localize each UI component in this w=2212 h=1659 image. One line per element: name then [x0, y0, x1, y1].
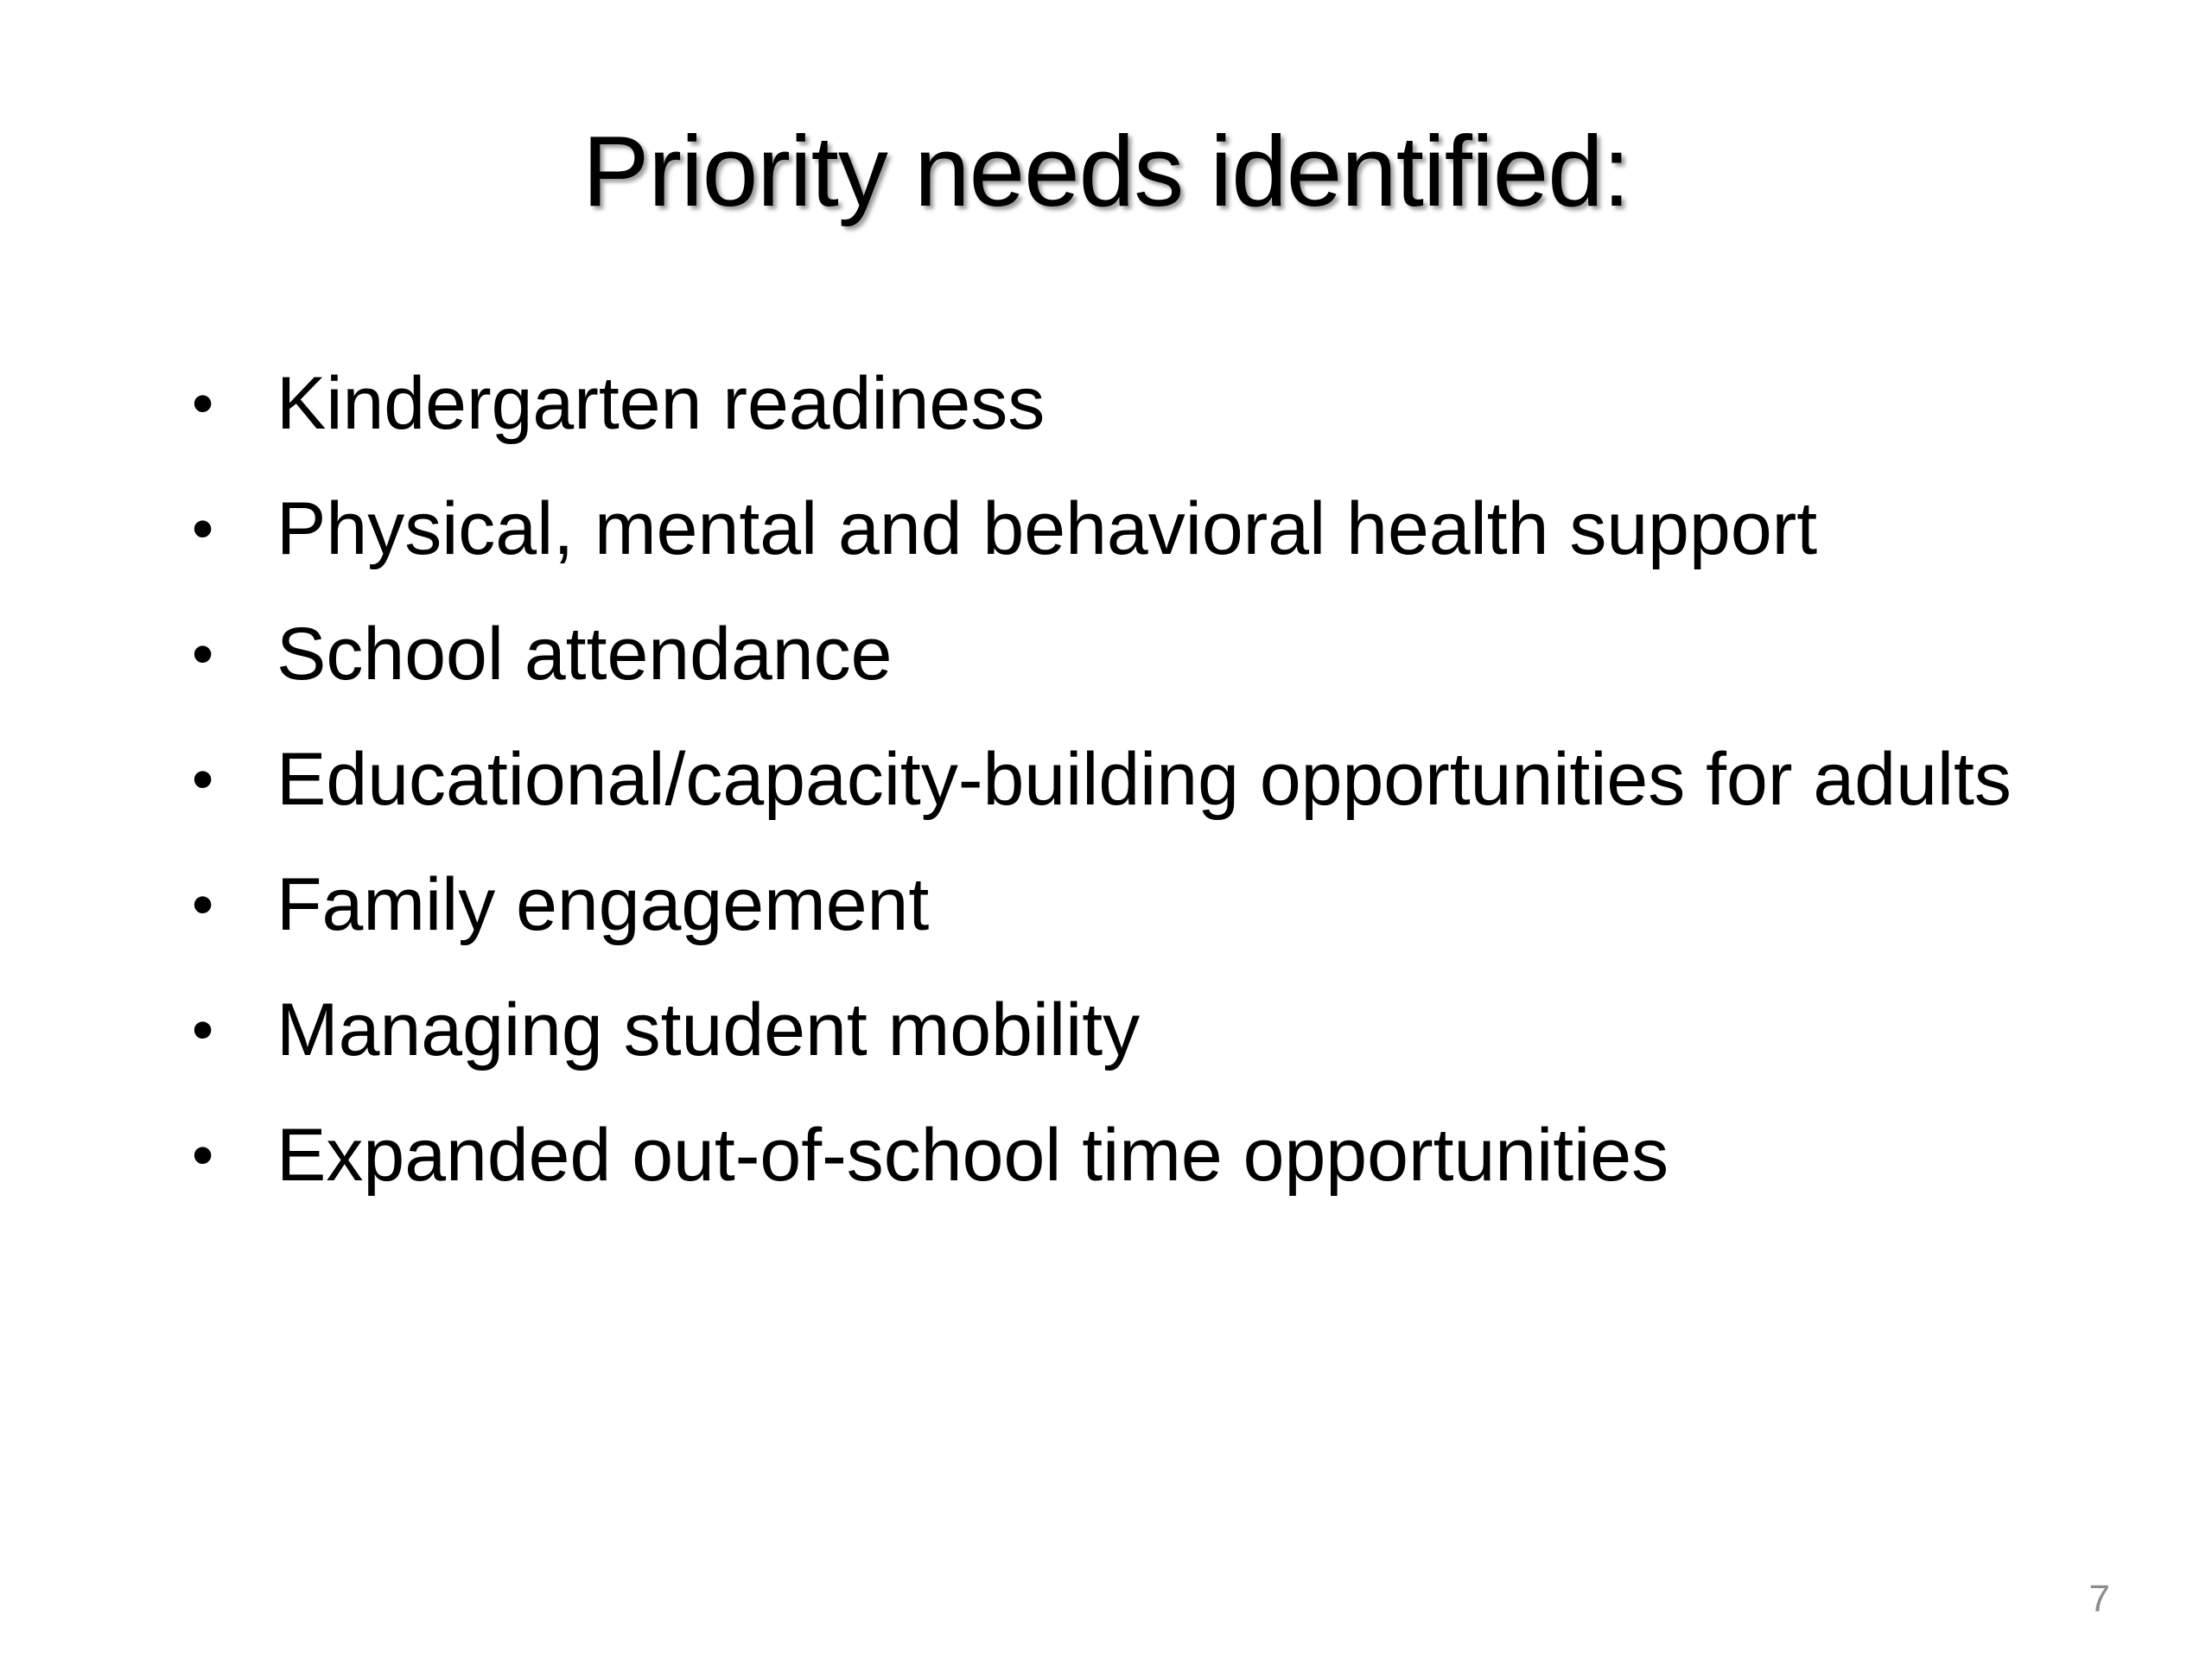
slide-title: Priority needs identified:: [582, 115, 1630, 227]
list-item: [181, 605, 2013, 704]
bullet-icon: •: [192, 870, 214, 939]
bullet-icon: •: [192, 369, 214, 438]
bullet-list: [181, 354, 2013, 1231]
list-item: [181, 354, 2013, 454]
page-number: 7: [2088, 1578, 2110, 1620]
list-item-text: Physical, mental and behavioral health support: [276, 487, 1818, 570]
list-item: [181, 981, 2013, 1080]
list-item: [181, 1106, 2013, 1205]
bullet-icon: •: [192, 1121, 214, 1190]
list-item: [181, 730, 2013, 830]
list-item-text: Educational/capacity-building opportunities for adults: [276, 738, 2012, 821]
list-item: [181, 480, 2013, 579]
bullet-icon: •: [192, 745, 214, 814]
list-item: [181, 855, 2013, 955]
list-item-text: Expanded out-of-school time opportunities: [276, 1114, 1669, 1197]
bullet-icon: •: [192, 494, 214, 563]
list-item-text: School attendance: [276, 613, 893, 696]
list-item-text: Kindergarten readiness: [276, 362, 1046, 445]
list-item-text: Family engagement: [276, 863, 930, 946]
bullet-icon: •: [192, 620, 214, 689]
bullet-icon: •: [192, 995, 214, 1065]
list-item-text: Managing student mobility: [276, 988, 1141, 1071]
